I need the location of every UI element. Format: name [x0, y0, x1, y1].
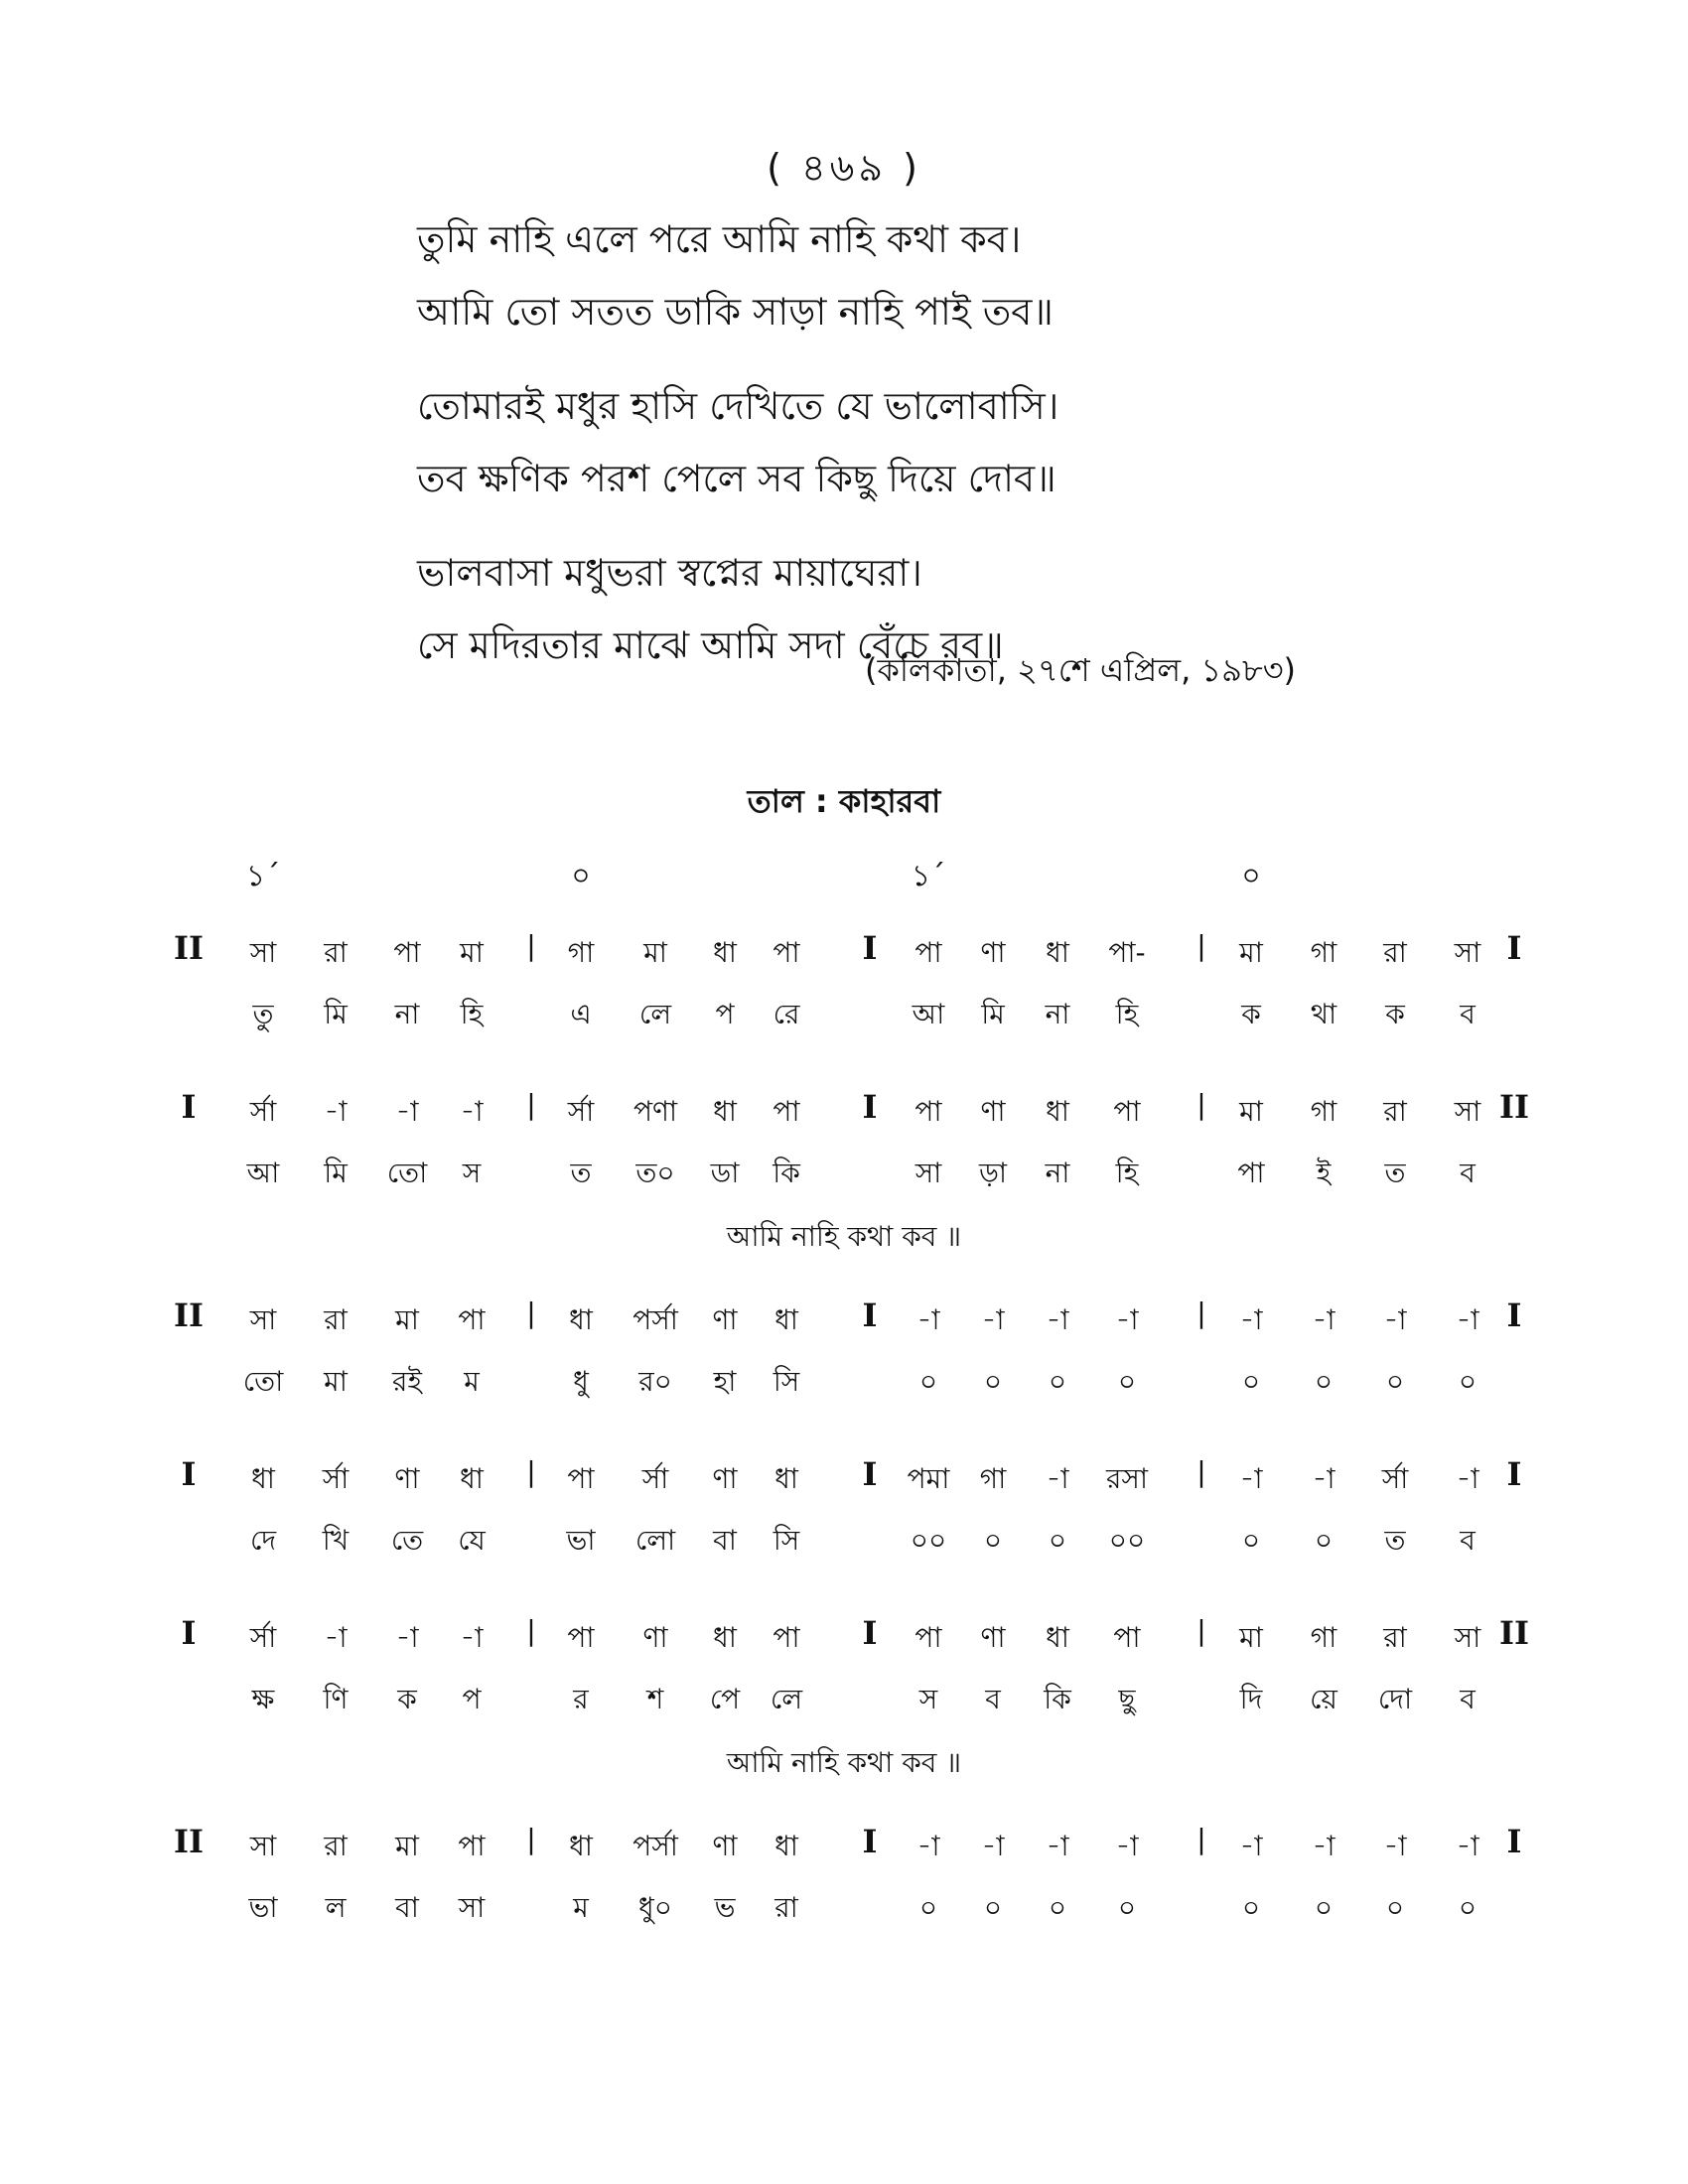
notation-row [0, 1825, 1688, 1868]
lyric-syllable: ০ [918, 1365, 938, 1398]
lyric-syllable: ০ [1048, 1524, 1067, 1557]
note-cell: র্সা [641, 1462, 669, 1495]
lyric-syllable: স [918, 1683, 938, 1715]
lyric-syllable: শ [646, 1683, 664, 1715]
note-cell: ণা [980, 1621, 1006, 1654]
start-barline: I [181, 1455, 197, 1493]
note-cell: -া [1456, 1462, 1479, 1495]
lyric-syllable: ই [1316, 1157, 1332, 1189]
lyric-syllable: য়ে [1310, 1683, 1337, 1715]
note-cell: গা [979, 1462, 1007, 1495]
lyric-syllable: ০ [1385, 1891, 1405, 1924]
lyric-syllable: এ [570, 998, 592, 1030]
note-cell: -া [1239, 1462, 1263, 1495]
lyric-syllable: ত [1384, 1524, 1406, 1557]
lyric-syllable: না [1045, 1157, 1070, 1189]
note-cell: গা [1310, 1621, 1337, 1654]
note-cell: -া [460, 1621, 484, 1654]
lyric-syllable: ম [464, 1365, 480, 1398]
lyric-syllable: ধু [573, 1365, 589, 1398]
note-cell: ণা [394, 1462, 420, 1495]
note-cell: ণা [980, 936, 1006, 969]
lyric-syllable: হা [713, 1365, 737, 1398]
lyric-syllable: ম [573, 1891, 589, 1924]
note-cell: পর্সা [633, 1830, 678, 1862]
lyric-syllable: তু [252, 998, 274, 1030]
note-cell: রা [1383, 936, 1407, 969]
lyric-syllable: ছু [1118, 1683, 1136, 1715]
note-cell: পা- [1108, 936, 1146, 969]
note-cell: ধা [1046, 1095, 1069, 1128]
note-cell: -া [1046, 1462, 1069, 1495]
lyric-syllable: সি [773, 1524, 800, 1557]
start-barline: II [174, 1297, 204, 1334]
note-cell: ধা [569, 1830, 593, 1862]
poem-line: ভালবাসা মধুভরা স্বপ্নের মায়াঘেরা। [417, 551, 922, 595]
barline: I [862, 929, 878, 967]
barline: | [1196, 1088, 1206, 1121]
note-cell: -া [1239, 1830, 1263, 1862]
note-cell: -া [916, 1303, 940, 1336]
lyric-syllable: সা [458, 1891, 486, 1924]
barline: | [1196, 929, 1206, 962]
lyric-syllable: যে [458, 1524, 486, 1557]
lyric-row [0, 1519, 1688, 1563]
note-cell: পণা [633, 1095, 678, 1128]
end-barline: I [1506, 929, 1522, 967]
lyric-syllable: দি [1239, 1683, 1263, 1715]
lyric-syllable: কি [773, 1157, 800, 1189]
note-cell: সা [1454, 1095, 1481, 1128]
barline: | [526, 1823, 536, 1855]
note-cell: পা [914, 1095, 942, 1128]
note-cell: পা [458, 1830, 486, 1862]
lyric-syllable: রা [774, 1891, 798, 1924]
barline: | [1196, 1297, 1206, 1329]
lyric-syllable: থা [1310, 998, 1337, 1030]
beat-marker: ০ [1241, 859, 1261, 893]
note-cell: -া [981, 1303, 1005, 1336]
note-cell: গা [1310, 936, 1337, 969]
barline: | [526, 1614, 536, 1647]
end-barline: II [1499, 1614, 1529, 1652]
barline: I [862, 1297, 878, 1334]
lyric-syllable: হি [1115, 998, 1139, 1030]
lyric-syllable: ০ [1117, 1891, 1137, 1924]
start-barline: II [174, 929, 204, 967]
note-cell: -া [981, 1830, 1005, 1862]
note-cell: -া [1383, 1830, 1407, 1862]
note-cell: -া [1312, 1303, 1336, 1336]
barline: | [1196, 1823, 1206, 1855]
barline: | [1196, 1455, 1206, 1488]
lyric-syllable: হি [460, 998, 484, 1030]
tala-heading: তাল : কাহারবা [747, 782, 941, 820]
lyric-syllable: প [462, 1683, 482, 1715]
notation-row [0, 931, 1688, 975]
note-cell: র্সা [1381, 1462, 1409, 1495]
lyric-syllable: ড়া [978, 1157, 1008, 1189]
stanza [417, 204, 1410, 348]
lyric-syllable: কি [1044, 1683, 1071, 1715]
lyric-syllable: মা [324, 1365, 348, 1398]
dateline: (কলিকাতা, ২৭শে এপ্রিল, ১৯৮৩) [864, 651, 1296, 689]
note-cell: পা [773, 936, 800, 969]
note-cell: রা [1383, 1095, 1407, 1128]
notation-row [0, 1298, 1688, 1342]
note-cell: রা [1383, 1621, 1407, 1654]
lyric-syllable: ল [325, 1891, 347, 1924]
lyric-syllable: ক [397, 1683, 417, 1715]
lyric-syllable: সি [773, 1365, 800, 1398]
lyric-syllable: ত [1384, 1157, 1406, 1189]
lyric-syllable: ব [1460, 1157, 1476, 1189]
lyric-syllable: ব [1460, 998, 1476, 1030]
note-cell: -া [1239, 1303, 1263, 1336]
lyric-syllable: মি [324, 998, 348, 1030]
note-cell: পা [567, 1462, 595, 1495]
lyric-syllable: লো [634, 1524, 676, 1557]
note-cell: ণা [712, 1303, 738, 1336]
end-barline: I [1506, 1823, 1522, 1860]
note-cell: ধা [774, 1462, 798, 1495]
lyric-syllable: ভা [566, 1524, 596, 1557]
lyric-syllable: ০ [1241, 1891, 1261, 1924]
lyric-syllable: তো [242, 1365, 284, 1398]
note-cell: গা [567, 936, 595, 969]
refrain-line: আমি নাহি কথা কব ॥ [726, 1220, 962, 1253]
notation-row [0, 1457, 1688, 1501]
lyric-syllable: ০ [1314, 1365, 1334, 1398]
lyric-syllable: ০ [983, 1524, 1003, 1557]
note-cell: -া [916, 1830, 940, 1862]
lyric-syllable: ০ [1385, 1365, 1405, 1398]
lyric-syllable: দে [249, 1524, 277, 1557]
note-cell: -া [1312, 1462, 1336, 1495]
lyric-syllable: ০ [1241, 1365, 1261, 1398]
note-cell: রা [324, 1830, 348, 1862]
note-cell: ধা [460, 1462, 484, 1495]
end-barline: I [1506, 1455, 1522, 1493]
lyric-syllable: আ [912, 998, 945, 1030]
note-cell: রা [324, 936, 348, 969]
note-cell: পা [458, 1303, 486, 1336]
note-cell: ণা [712, 1830, 738, 1862]
lyric-syllable: ব [1460, 1524, 1476, 1557]
lyric-syllable: ০ [1048, 1365, 1067, 1398]
lyric-row [0, 1360, 1688, 1404]
note-cell: ধা [713, 1621, 737, 1654]
lyric-syllable: ক্ষ [251, 1683, 275, 1715]
barline: | [526, 1455, 536, 1488]
note-cell: পা [914, 936, 942, 969]
lyric-row [0, 993, 1688, 1036]
page-number: ( ৪৬৯ ) [767, 146, 921, 190]
lyric-syllable: না [394, 998, 420, 1030]
poem-line: তুমি নাহি এলে পরে আমি নাহি কথা কব। [417, 217, 1022, 261]
lyric-syllable: ০ [983, 1891, 1003, 1924]
lyric-syllable: স [462, 1157, 482, 1189]
poem-line: সে মদিরতার মাঝে আমি সদা বেঁচে রব॥ [417, 623, 1004, 667]
lyric-syllable: র০ [638, 1365, 672, 1398]
lyric-syllable: ০ [1458, 1891, 1477, 1924]
note-cell: গা [1310, 1095, 1337, 1128]
note-cell: সা [249, 936, 277, 969]
note-cell: মা [1239, 1095, 1263, 1128]
note-cell: রা [324, 1303, 348, 1336]
note-cell: -া [1456, 1303, 1479, 1336]
note-cell: পা [914, 1621, 942, 1654]
note-cell: -া [395, 1095, 419, 1128]
lyric-syllable: হি [1115, 1157, 1139, 1189]
note-cell: ধা [774, 1303, 798, 1336]
notation-row [0, 1616, 1688, 1660]
lyric-syllable: ভা [248, 1891, 278, 1924]
note-cell: ণা [642, 1621, 668, 1654]
lyric-syllable: মি [324, 1157, 348, 1189]
beat-marker: ০ [571, 859, 591, 893]
lyric-syllable: ০ [983, 1365, 1003, 1398]
note-cell: -া [324, 1095, 348, 1128]
note-cell: ধা [1046, 936, 1069, 969]
beat-marker-row [0, 852, 1688, 901]
note-cell: পা [567, 1621, 595, 1654]
lyric-syllable: ০ [1241, 1524, 1261, 1557]
lyric-syllable: ০ [1314, 1524, 1334, 1557]
note-cell: মা [1239, 1621, 1263, 1654]
lyric-syllable: আ [246, 1157, 280, 1189]
note-cell: পা [773, 1095, 800, 1128]
note-cell: পা [393, 936, 421, 969]
notation-row [0, 1090, 1688, 1134]
lyric-syllable: ণি [323, 1683, 349, 1715]
note-cell: -া [1115, 1830, 1139, 1862]
note-cell: র্সা [249, 1621, 277, 1654]
lyric-syllable: ০ [1048, 1891, 1067, 1924]
barline: | [526, 929, 536, 962]
note-cell: সা [249, 1303, 277, 1336]
note-cell: -া [1312, 1830, 1336, 1862]
note-cell: -া [395, 1621, 419, 1654]
lyric-syllable: ব [985, 1683, 1001, 1715]
note-cell: ধা [1046, 1621, 1069, 1654]
note-cell: ধা [774, 1830, 798, 1862]
lyric-syllable: তো [386, 1157, 428, 1189]
note-cell: -া [324, 1621, 348, 1654]
note-cell: পর্সা [633, 1303, 678, 1336]
lyric-syllable: মি [981, 998, 1005, 1030]
lyric-syllable: ০০ [910, 1524, 947, 1557]
poem-line: তব ক্ষণিক পরশ পেলে সব কিছু দিয়ে দোব॥ [417, 457, 1056, 500]
lyric-syllable: ০ [1117, 1365, 1137, 1398]
note-cell: ধা [713, 936, 737, 969]
lyric-syllable: না [1045, 998, 1070, 1030]
note-cell: ণা [712, 1462, 738, 1495]
note-cell: -া [1115, 1303, 1139, 1336]
note-cell: -া [1046, 1303, 1069, 1336]
note-cell: র্সা [249, 1095, 277, 1128]
lyric-syllable: ব [1460, 1683, 1476, 1715]
note-cell: মা [460, 936, 484, 969]
lyric-syllable: রই [392, 1365, 422, 1398]
start-barline: I [181, 1614, 197, 1652]
note-cell: মা [395, 1303, 419, 1336]
note-cell: পা [1113, 1095, 1141, 1128]
note-cell: ণা [980, 1095, 1006, 1128]
note-cell: রসা [1105, 1462, 1149, 1495]
lyric-syllable: পা [1237, 1157, 1265, 1189]
lyric-syllable: ভ [714, 1891, 736, 1924]
note-cell: -া [1456, 1830, 1479, 1862]
end-barline: II [1499, 1088, 1529, 1126]
lyric-syllable: দো [1377, 1683, 1413, 1715]
lyric-syllable: ধু০ [638, 1891, 672, 1924]
note-cell: -া [1383, 1303, 1407, 1336]
lyric-syllable: র [573, 1683, 589, 1715]
lyric-syllable: প [715, 998, 735, 1030]
barline: I [862, 1823, 878, 1860]
note-cell: সা [1454, 936, 1481, 969]
note-cell: -া [460, 1095, 484, 1128]
note-cell: র্সা [567, 1095, 595, 1128]
lyric-syllable: ডা [710, 1157, 740, 1189]
lyric-syllable: ক [1385, 998, 1405, 1030]
note-cell: সা [249, 1830, 277, 1862]
lyric-syllable: লে [638, 998, 672, 1030]
beat-marker: ১´ [911, 859, 946, 893]
note-cell: ধা [251, 1462, 275, 1495]
note-cell: সা [1454, 1621, 1481, 1654]
note-cell: -া [1046, 1830, 1069, 1862]
barline: | [526, 1297, 536, 1329]
stanza [417, 370, 1410, 515]
note-cell: পমা [907, 1462, 950, 1495]
poem-line: তোমারই মধুর হাসি দেখিতে যে ভালোবাসি। [417, 384, 1059, 428]
lyric-syllable: খি [322, 1524, 350, 1557]
lyric-syllable: পে [709, 1683, 741, 1715]
note-cell: র্সা [322, 1462, 350, 1495]
note-cell: ধা [569, 1303, 593, 1336]
lyric-syllable: ০ [1314, 1891, 1334, 1924]
end-barline: I [1506, 1297, 1522, 1334]
lyric-syllable: সা [914, 1157, 942, 1189]
poem [417, 204, 1410, 704]
lyric-syllable: ০ [918, 1891, 938, 1924]
lyric-syllable: ০ [1458, 1365, 1477, 1398]
start-barline: I [181, 1088, 197, 1126]
lyric-syllable: বা [713, 1524, 737, 1557]
lyric-syllable: ক [1241, 998, 1261, 1030]
refrain-line: আমি নাহি কথা কব ॥ [726, 1746, 962, 1779]
lyric-syllable: রে [773, 998, 800, 1030]
note-cell: মা [643, 936, 667, 969]
barline: I [862, 1088, 878, 1126]
note-cell: ধা [713, 1095, 737, 1128]
lyric-syllable: ০০ [1108, 1524, 1146, 1557]
lyric-syllable: বা [395, 1891, 419, 1924]
lyric-syllable: তে [390, 1524, 424, 1557]
lyric-row [0, 1152, 1688, 1195]
note-cell: মা [395, 1830, 419, 1862]
poem-line: আমি তো সতত ডাকি সাড়া নাহি পাই তব॥ [417, 290, 1054, 334]
barline: I [862, 1455, 878, 1493]
note-cell: পা [1113, 1621, 1141, 1654]
lyric-syllable: ত [570, 1157, 592, 1189]
barline: | [526, 1088, 536, 1121]
lyric-syllable: ত০ [635, 1157, 675, 1189]
lyric-syllable: লে [770, 1683, 803, 1715]
lyric-row [0, 1678, 1688, 1721]
lyric-row [0, 1886, 1688, 1930]
note-cell: মা [1239, 936, 1263, 969]
note-cell: পা [773, 1621, 800, 1654]
beat-marker: ১´ [245, 859, 281, 893]
barline: I [862, 1614, 878, 1652]
start-barline: II [174, 1823, 204, 1860]
barline: | [1196, 1614, 1206, 1647]
